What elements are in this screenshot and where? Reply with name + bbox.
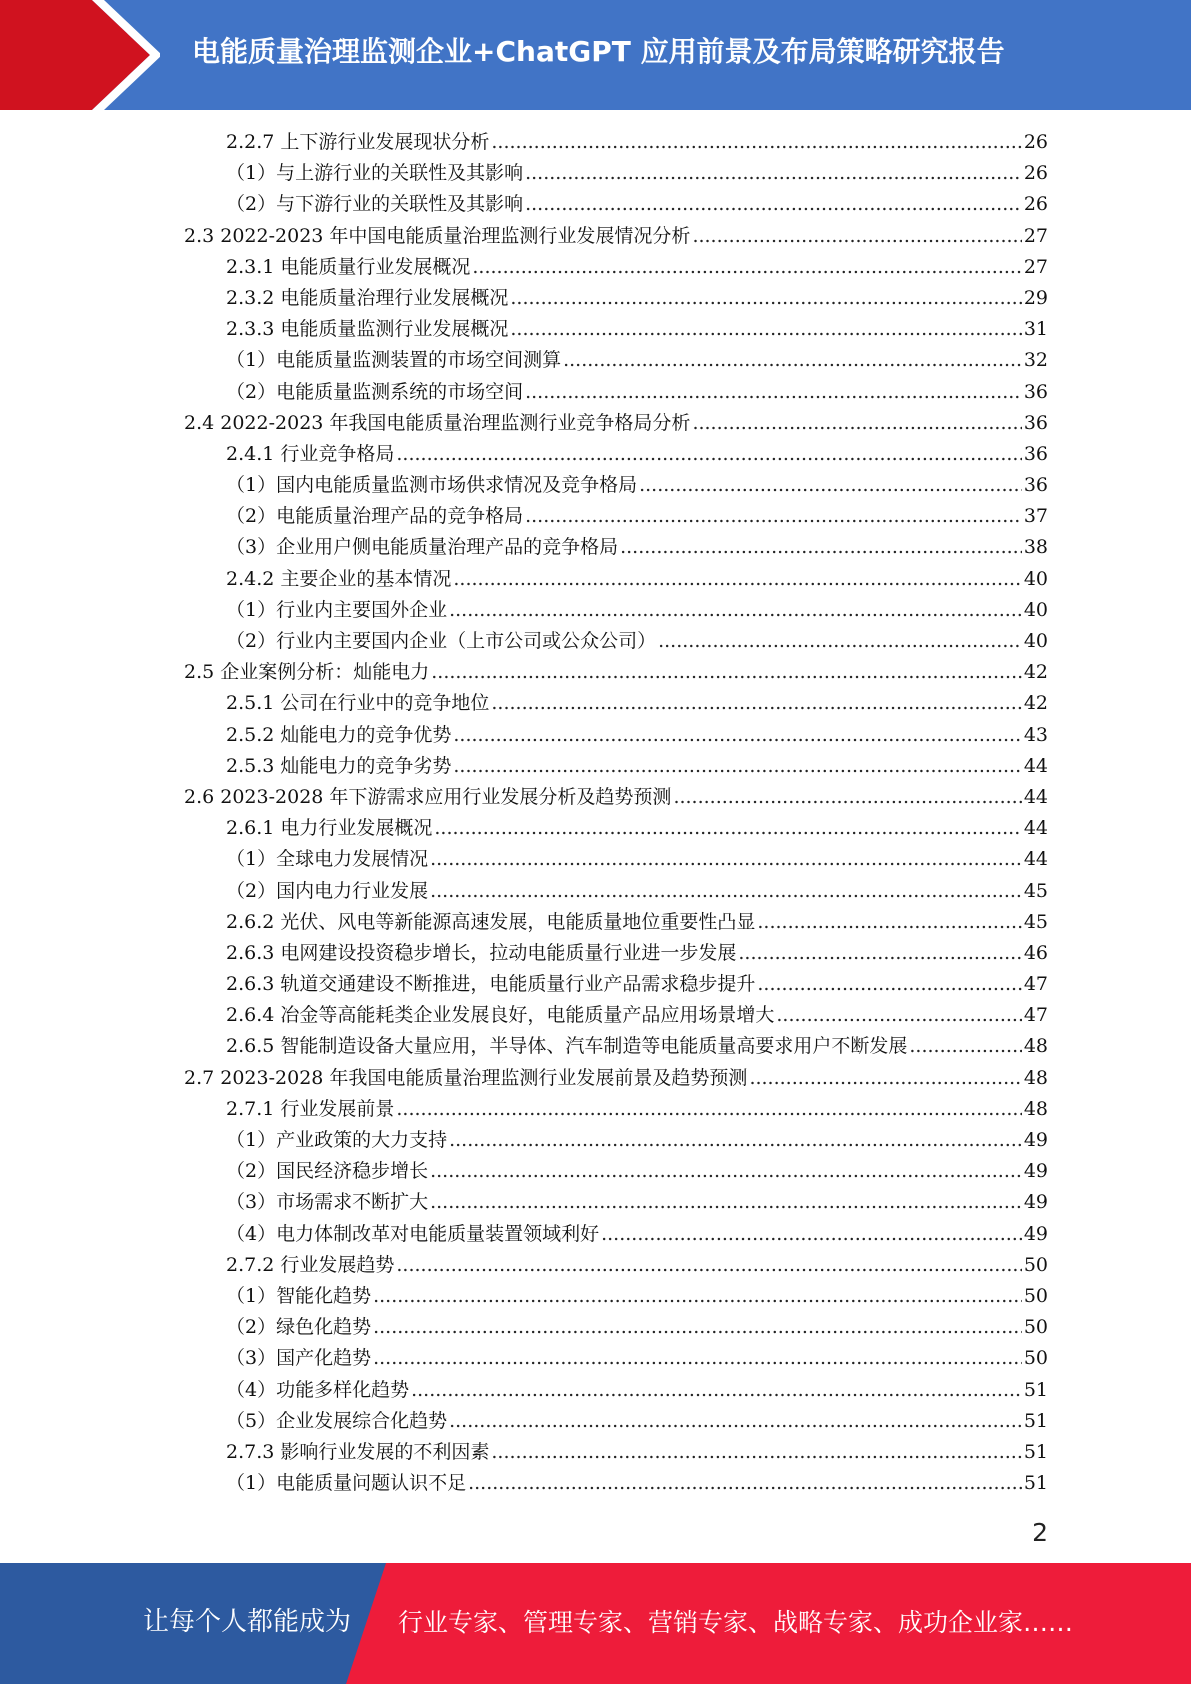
toc-entry[interactable] — [0, 1094, 1191, 1125]
toc-entry-title: 2.5.3 灿能电力的竞争劣势 — [226, 754, 452, 777]
toc-entry-title: 2.6.4 冶金等高能耗类企业发展良好，电能质量产品应用场景增大 — [226, 1004, 775, 1027]
toc-entry-page: 49 — [1023, 1129, 1048, 1151]
toc-dot-leader — [396, 439, 1021, 470]
toc-entry[interactable] — [0, 844, 1191, 875]
toc-entry[interactable] — [0, 377, 1191, 408]
toc-entry-title: （1）与上游行业的关联性及其影响 — [226, 162, 524, 185]
toc-entry-page: 50 — [1023, 1284, 1048, 1307]
toc-entry-page: 46 — [1023, 941, 1048, 964]
toc-entry-page: 51 — [1023, 1472, 1048, 1495]
toc-dot-leader — [430, 1187, 1022, 1218]
toc-entry-title: 2.7.1 行业发展前景 — [226, 1097, 395, 1120]
toc-entry[interactable] — [0, 158, 1191, 189]
toc-entry-page: 31 — [1023, 318, 1048, 341]
toc-entry-page: 45 — [1023, 910, 1048, 933]
toc-dot-leader — [431, 657, 1022, 688]
toc-dot-leader — [468, 1468, 1022, 1499]
toc-entry[interactable] — [0, 1437, 1191, 1468]
toc-entry-title: （1）产业政策的大力支持 — [226, 1129, 448, 1151]
toc-entry-page: 43 — [1023, 723, 1048, 746]
toc-dot-leader — [373, 1343, 1022, 1374]
toc-entry[interactable] — [0, 1156, 1191, 1187]
toc-entry[interactable] — [0, 501, 1191, 532]
toc-entry-page: 50 — [1023, 1347, 1048, 1370]
toc-dot-leader — [430, 876, 1022, 907]
toc-dot-leader — [525, 189, 1022, 220]
toc-entry[interactable] — [0, 876, 1191, 907]
toc-dot-leader — [491, 127, 1021, 158]
toc-entry-title: （4）功能多样化趋势 — [226, 1378, 410, 1401]
toc-dot-leader — [692, 408, 1021, 439]
toc-entry[interactable] — [0, 221, 1191, 252]
toc-entry-title: 2.4 2022-2023 年我国电能质量治理监测行业竞争格局分析 — [184, 411, 691, 434]
toc-entry[interactable] — [0, 782, 1191, 813]
page-header — [0, 0, 1191, 110]
toc-entry[interactable] — [0, 1000, 1191, 1031]
toc-dot-leader — [620, 532, 1022, 563]
toc-entry-page: 27 — [1023, 255, 1048, 278]
toc-entry-page: 44 — [1023, 754, 1048, 777]
toc-entry[interactable] — [0, 657, 1191, 688]
toc-entry[interactable] — [0, 1343, 1191, 1374]
toc-dot-leader — [757, 969, 1021, 1000]
toc-dot-leader — [453, 720, 1021, 751]
toc-entry-title: 2.6.2 光伏、风电等新能源高速发展，电能质量地位重要性凸显 — [226, 910, 756, 933]
toc-dot-leader — [639, 470, 1022, 501]
toc-entry-title: 2.4.2 主要企业的基本情况 — [226, 567, 452, 590]
toc-entry-page: 49 — [1023, 1191, 1048, 1214]
header-arrow-decoration — [0, 0, 160, 110]
toc-entry-title: 2.5.2 灿能电力的竞争优势 — [226, 723, 452, 746]
toc-entry-title: （1）全球电力发展情况 — [226, 848, 429, 871]
toc-entry-title: （2）行业内主要国内企业（上市公司或公众公司） — [226, 630, 657, 652]
toc-entry[interactable] — [0, 189, 1191, 220]
toc-entry[interactable] — [0, 813, 1191, 844]
toc-entry[interactable] — [0, 1187, 1191, 1218]
toc-dot-leader — [757, 907, 1021, 938]
toc-dot-leader — [449, 1125, 1022, 1156]
toc-dot-leader — [525, 377, 1022, 408]
toc-entry[interactable] — [0, 595, 1191, 626]
toc-entry-page: 32 — [1023, 349, 1048, 372]
toc-entry[interactable] — [0, 751, 1191, 782]
toc-entry-page: 42 — [1023, 692, 1048, 715]
toc-entry-title: （1）行业内主要国外企业 — [226, 598, 448, 621]
toc-dot-leader — [453, 751, 1021, 782]
toc-dot-leader — [525, 158, 1022, 189]
toc-entry[interactable] — [0, 969, 1191, 1000]
toc-dot-leader — [909, 1031, 1021, 1062]
toc-entry[interactable] — [0, 1468, 1191, 1499]
toc-entry-title: 2.4.1 行业竞争格局 — [226, 442, 395, 465]
toc-dot-leader — [491, 688, 1021, 719]
toc-entry-title: （4）电力体制改革对电能质量装置领域利好 — [226, 1222, 600, 1245]
toc-entry[interactable] — [0, 1031, 1191, 1062]
toc-entry-page: 37 — [1023, 505, 1048, 528]
toc-entry-page: 26 — [1023, 162, 1048, 185]
toc-entry[interactable] — [0, 252, 1191, 283]
toc-entry-title: 2.6.5 智能制造设备大量应用，半导体、汽车制造等电能质量高要求用户不断发展 — [226, 1035, 908, 1058]
toc-entry[interactable] — [0, 720, 1191, 751]
toc-entry-page: 40 — [1023, 630, 1048, 652]
toc-entry[interactable] — [0, 938, 1191, 969]
toc-entry-page: 44 — [1023, 817, 1048, 840]
report-title: 电能质量治理监测企业+ChatGPT 应用前景及布局策略研究报告 — [192, 35, 1005, 68]
toc-entry[interactable] — [0, 345, 1191, 376]
toc-entry-page: 42 — [1023, 661, 1048, 684]
toc-entry-page: 36 — [1023, 380, 1048, 403]
toc-dot-leader — [430, 1156, 1022, 1187]
toc-entry[interactable] — [0, 907, 1191, 938]
toc-entry[interactable] — [0, 564, 1191, 595]
toc-dot-leader — [373, 1312, 1022, 1343]
toc-dot-leader — [749, 1063, 1021, 1094]
toc-entry-title: （1）电能质量监测装置的市场空间测算 — [226, 349, 562, 372]
toc-entry-title: 2.6 2023-2028 年下游需求应用行业发展分析及趋势预测 — [184, 785, 672, 808]
toc-dot-leader — [510, 314, 1021, 345]
page-footer — [0, 1563, 1191, 1684]
toc-entry-page: 48 — [1023, 1035, 1048, 1058]
toc-dot-leader — [449, 595, 1022, 626]
toc-entry-page: 48 — [1023, 1066, 1048, 1089]
toc-dot-leader — [525, 501, 1022, 532]
toc-entry-page: 49 — [1023, 1222, 1048, 1245]
toc-entry-page: 47 — [1023, 973, 1048, 996]
toc-entry-title: （2）电能质量治理产品的竞争格局 — [226, 505, 524, 528]
toc-entry[interactable] — [0, 1312, 1191, 1343]
toc-entry-title: 2.7.2 行业发展趋势 — [226, 1253, 395, 1276]
toc-entry-title: 2.5.1 公司在行业中的竞争地位 — [226, 692, 490, 715]
toc-entry-page: 51 — [1023, 1440, 1048, 1463]
toc-entry-title: （1）智能化趋势 — [226, 1284, 372, 1307]
toc-dot-leader — [396, 1250, 1021, 1281]
toc-entry[interactable] — [0, 439, 1191, 470]
toc-entry-page: 27 — [1023, 224, 1048, 247]
toc-dot-leader — [692, 221, 1021, 252]
toc-entry-page: 50 — [1023, 1253, 1048, 1276]
toc-entry-title: （3）市场需求不断扩大 — [226, 1191, 429, 1214]
toc-entry[interactable] — [0, 283, 1191, 314]
page-number: 2 — [1032, 1518, 1048, 1547]
toc-entry[interactable] — [0, 470, 1191, 501]
toc-entry-page: 40 — [1023, 598, 1048, 621]
toc-dot-leader — [453, 564, 1021, 595]
toc-entry[interactable] — [0, 1219, 1191, 1250]
toc-dot-leader — [491, 1437, 1021, 1468]
toc-entry[interactable] — [0, 1125, 1191, 1156]
toc-dot-leader — [449, 1406, 1022, 1437]
toc-entry-page: 26 — [1023, 193, 1048, 216]
toc-entry-page: 36 — [1023, 411, 1048, 434]
toc-entry-title: 2.2.7 上下游行业发展现状分析 — [226, 131, 490, 153]
toc-entry-title: 2.6.1 电力行业发展概况 — [226, 817, 433, 840]
table-of-contents — [0, 127, 1191, 1499]
toc-entry-title: 2.3.1 电能质量行业发展概况 — [226, 255, 471, 278]
toc-entry-title: （2）绿色化趋势 — [226, 1316, 372, 1339]
toc-entry-page: 44 — [1023, 848, 1048, 871]
toc-dot-leader — [510, 283, 1021, 314]
toc-entry[interactable] — [0, 626, 1191, 657]
toc-dot-leader — [658, 626, 1022, 657]
toc-dot-leader — [673, 782, 1021, 813]
toc-entry-title: 2.7.3 影响行业发展的不利因素 — [226, 1440, 490, 1463]
toc-entry-page: 45 — [1023, 879, 1048, 902]
toc-entry-title: （2）与下游行业的关联性及其影响 — [226, 193, 524, 216]
toc-entry-page: 44 — [1023, 785, 1048, 808]
toc-entry-title: （1）电能质量问题认识不足 — [226, 1472, 467, 1495]
toc-entry-page: 48 — [1023, 1097, 1048, 1120]
toc-entry-page: 29 — [1023, 286, 1048, 309]
toc-entry-title: （3）企业用户侧电能质量治理产品的竞争格局 — [226, 536, 619, 559]
toc-entry-page: 49 — [1023, 1160, 1048, 1183]
toc-entry[interactable] — [0, 1375, 1191, 1406]
toc-entry-page: 36 — [1023, 474, 1048, 497]
toc-entry-page: 40 — [1023, 567, 1048, 590]
toc-dot-leader — [396, 1094, 1021, 1125]
toc-entry-title: 2.3 2022-2023 年中国电能质量治理监测行业发展情况分析 — [184, 224, 691, 247]
toc-entry-page: 51 — [1023, 1409, 1048, 1432]
toc-entry-title: （3）国产化趋势 — [226, 1347, 372, 1370]
toc-entry-title: 2.6.3 轨道交通建设不断推进，电能质量行业产品需求稳步提升 — [226, 973, 756, 996]
toc-entry[interactable] — [0, 314, 1191, 345]
toc-dot-leader — [472, 252, 1021, 283]
toc-entry-title: 2.3.3 电能质量监测行业发展概况 — [226, 318, 509, 341]
toc-entry-page: 47 — [1023, 1004, 1048, 1027]
footer-slogan-left: 让每个人都能成为 — [143, 1607, 352, 1637]
toc-dot-leader — [776, 1000, 1021, 1031]
toc-entry-page: 50 — [1023, 1316, 1048, 1339]
toc-dot-leader — [601, 1219, 1022, 1250]
toc-entry[interactable] — [0, 1406, 1191, 1437]
toc-entry[interactable] — [0, 688, 1191, 719]
toc-dot-leader — [434, 813, 1021, 844]
toc-entry-title: （2）国民经济稳步增长 — [226, 1160, 429, 1183]
toc-entry-title: （2）电能质量监测系统的市场空间 — [226, 380, 524, 403]
footer-slogan-right: 行业专家、管理专家、营销专家、战略专家、成功企业家…… — [398, 1608, 1074, 1637]
toc-entry-title: （5）企业发展综合化趋势 — [226, 1409, 448, 1432]
toc-entry-title: 2.5 企业案例分析：灿能电力 — [184, 661, 430, 684]
toc-entry-page: 51 — [1023, 1378, 1048, 1401]
toc-entry-page: 38 — [1023, 536, 1048, 559]
toc-entry[interactable] — [0, 127, 1191, 158]
toc-dot-leader — [738, 938, 1021, 969]
toc-entry[interactable] — [0, 1250, 1191, 1281]
toc-entry[interactable] — [0, 1063, 1191, 1094]
toc-entry-title: 2.3.2 电能质量治理行业发展概况 — [226, 286, 509, 309]
toc-entry-page: 26 — [1023, 131, 1048, 153]
toc-dot-leader — [373, 1281, 1022, 1312]
toc-entry[interactable] — [0, 532, 1191, 563]
toc-entry[interactable] — [0, 1281, 1191, 1312]
toc-entry[interactable] — [0, 408, 1191, 439]
toc-entry-page: 36 — [1023, 442, 1048, 465]
toc-entry-title: （1）国内电能质量监测市场供求情况及竞争格局 — [226, 474, 638, 497]
toc-dot-leader — [430, 844, 1022, 875]
toc-entry-title: （2）国内电力行业发展 — [226, 879, 429, 902]
toc-dot-leader — [411, 1375, 1022, 1406]
toc-dot-leader — [563, 345, 1022, 376]
toc-entry-title: 2.6.3 电网建设投资稳步增长，拉动电能质量行业进一步发展 — [226, 941, 737, 964]
toc-entry-title: 2.7 2023-2028 年我国电能质量治理监测行业发展前景及趋势预测 — [184, 1066, 748, 1089]
